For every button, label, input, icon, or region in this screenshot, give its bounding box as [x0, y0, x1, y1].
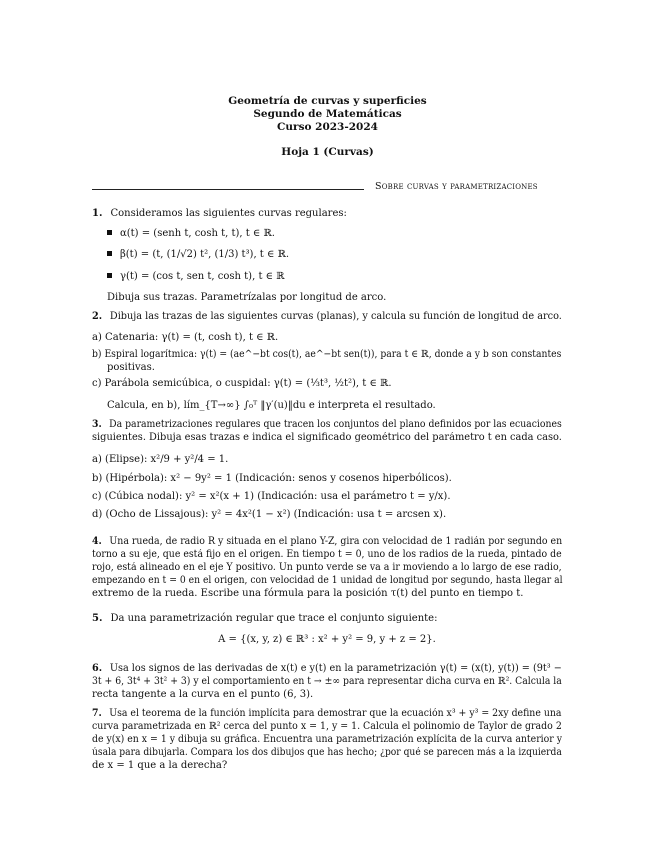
exercise-text: Consideramos las siguientes curvas regulares:: [110, 208, 347, 219]
ex2-item-a: a) Catenaria: γ(t) = (t, cosh t), t ∈ ℝ.: [92, 332, 279, 343]
exercise-7-line-2: curva parametrizada en ℝ² cerca del punto x = 1, y = 1. Calcula el polinomio de Taylor de grado 2: [92, 721, 562, 732]
ex1-item-beta: β(t) = (t, (1/√2) t², (1/3) t³), t ∈ ℝ.: [107, 248, 289, 261]
ex3-item-c: c) (Cúbica nodal): y² = x²(x + 1) (Indicación: usa el parámetro t = y/x).: [92, 491, 451, 502]
exercise-6-line-3: recta tangente a la curva en el punto (6, 3).: [92, 689, 314, 700]
ex2-item-c: c) Parábola semicúbica, o cuspidal: γ(t) = (⅓t³, ½t²), t ∈ ℝ.: [92, 378, 392, 389]
exercise-4-line-4: empezando en t = 0 en el origen, con velocidad de 1 unidad de longitud por segundo, hasta llegar al: [92, 575, 563, 586]
ex2-item-b: b) Espiral logarítmica: γ(t) = (ae^−bt cos(t), ae^−bt sen(t)), para t ∈ ℝ, donde a y b son constantes: [92, 349, 562, 360]
ex3-item-a: a) (Elipse): x²/9 + y²/4 = 1.: [92, 454, 229, 465]
exercise-7-line-4: úsala para dibujarla. Compara los dos dibujos que has hecho; ¿por qué se parecen más a la izquierda: [92, 747, 562, 758]
exercise-4-line-2: torno a su eje, que está fijo en el origen. En tiempo t = 0, uno de los radios de la rueda, pintado de: [92, 549, 562, 560]
exercise-number: 7.: [92, 708, 102, 719]
exercise-text: Da una parametrización regular que trace el conjunto siguiente:: [110, 613, 438, 624]
exercise-number: 1.: [92, 208, 103, 219]
exercise-2-intro: [92, 310, 562, 323]
doc-course: Segundo de Matemáticas: [253, 108, 402, 120]
ex1-item-alpha: α(t) = (senh t, cosh t, t), t ∈ ℝ.: [107, 227, 275, 240]
exercise-text: Usa el teorema de la función implícita para demostrar que la ecuación x³ + y³ = 2xy define una: [109, 708, 562, 719]
exercise-3-intro: [92, 418, 562, 431]
ex3-item-b: b) (Hipérbola): x² − 9y² = 1 (Indicación: senos y cosenos hiperbólicos).: [92, 473, 452, 484]
exercise-7-line-5: de x = 1 que a la derecha?: [92, 760, 228, 771]
ex1-item-gamma: γ(t) = (cos t, sen t, cosh t), t ∈ ℝ: [107, 270, 285, 283]
bullet-icon: [107, 251, 112, 256]
exercise-6-line-2: 3t + 6, 3t⁴ + 3t² + 3) y el comportamiento en t → ±∞ para representar dicha curva en ℝ². Calcula la: [92, 676, 562, 687]
section-rule: [92, 189, 364, 190]
exercise-text: Usa los signos de las derivadas de x(t) e y(t) en la parametrización γ(t) = (x(t), y(t)) = (9t³ −: [109, 663, 562, 674]
exercise-number: 5.: [92, 613, 103, 624]
exercise-7-line-3: de y(x) en x = 1 y dibuja su gráfica. Encuentra una parametrización explícita de la curva anterior y: [92, 734, 562, 745]
exercise-4-line-3: rojo, está alineado en el eje Y positivo. Un punto verde se va a ir moviendo a lo largo de ese radio,: [92, 562, 562, 573]
bullet-icon: [107, 230, 112, 235]
sheet-title: Hoja 1 (Curvas): [281, 146, 374, 158]
exercise-5-intro: [92, 612, 437, 625]
exercise-number: 6.: [92, 663, 103, 674]
exercise-1-intro: [92, 207, 347, 220]
bullet-icon: [107, 273, 112, 278]
ex1-task: Dibuja sus trazas. Parametrízalas por longitud de arco.: [107, 292, 387, 303]
exercise-number: 4.: [92, 536, 102, 547]
exercise-3-intro-cont: siguientes. Dibuja esas trazas e indica el significado geométrico del parámetro t en cada caso.: [92, 432, 562, 443]
exercise-text: Una rueda, de radio R y situada en el plano Y-Z, gira con velocidad de 1 radián por segundo en: [109, 536, 563, 547]
exercise-4-line-1: [92, 535, 562, 548]
exercise-text: Da parametrizaciones regulares que tracen los conjuntos del plano definidos por las ecuaciones: [109, 419, 562, 430]
doc-year: Curso 2023-2024: [277, 121, 378, 133]
exercise-6-line-1: [92, 662, 562, 675]
exercise-4-line-5: extremo de la rueda. Escribe una fórmula para la posición τ(t) del punto en tiempo t.: [92, 588, 524, 599]
exercise-number: 2.: [92, 311, 103, 322]
section-title: Sobre curvas y parametrizaciones: [375, 181, 538, 192]
ex3-item-d: d) (Ocho de Lissajous): y² = 4x²(1 − x²) (Indicación: usa t = arcsen x).: [92, 509, 447, 520]
exercise-5-formula: A = {(x, y, z) ∈ ℝ³ : x² + y² = 9, y + z = 2}.: [218, 634, 436, 645]
exercise-7-line-1: [92, 707, 561, 720]
ex2-task: Calcula, en b), lím_{T→∞} ∫₀ᵀ ‖γ′(u)‖du e interpreta el resultado.: [107, 400, 436, 411]
doc-title: Geometría de curvas y superficies: [228, 95, 427, 107]
ex2-item-b-cont: positivas.: [107, 362, 155, 373]
exercise-number: 3.: [92, 419, 102, 430]
exercise-text: Dibuja las trazas de las siguientes curvas (planas), y calcula su función de longitud de arco.: [109, 311, 562, 322]
